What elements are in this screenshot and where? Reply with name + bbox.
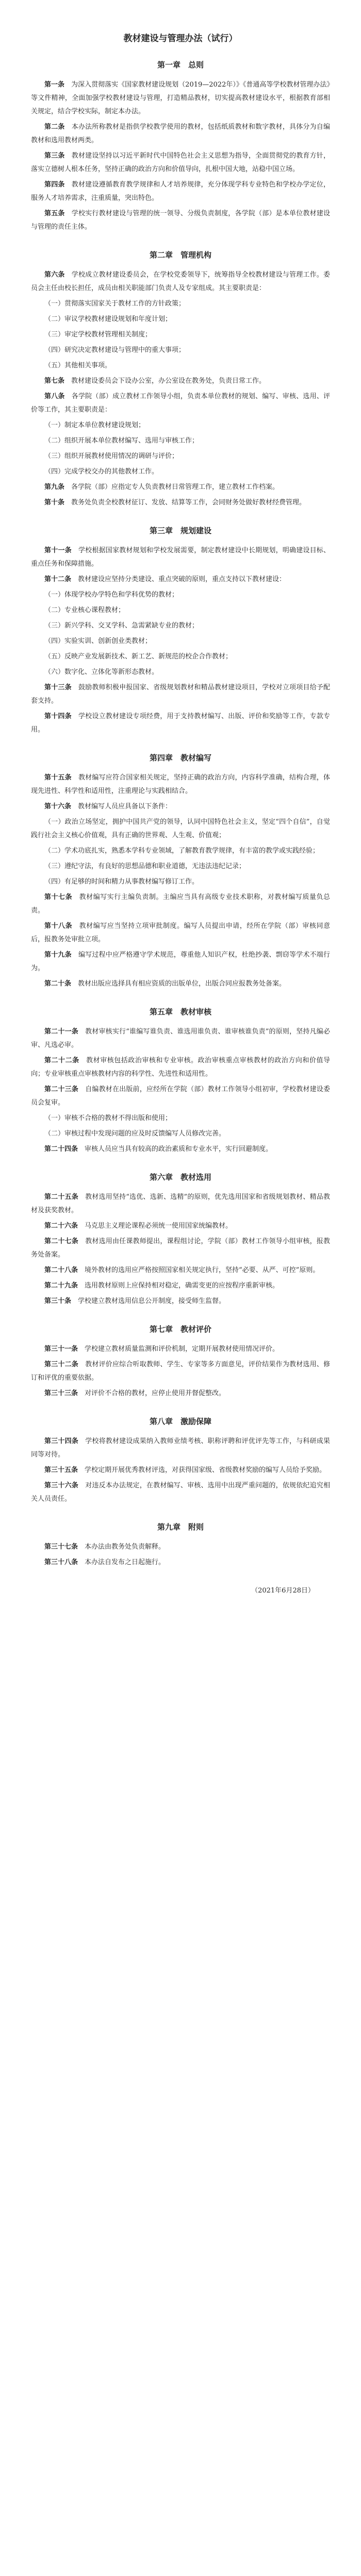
article-number: 第一条	[44, 81, 65, 89]
article-paragraph	[31, 375, 330, 388]
article-text: 教材选用由任课教师提出，课程组讨论，学院（部）教材工作领导小组审核，报教务处备案。	[31, 1238, 330, 1259]
article-text: （四）研究决定教材建设与管理中的重大事项；	[44, 346, 186, 354]
article-paragraph	[31, 178, 330, 205]
article-text: （三）审定学校教材管理相关制度；	[44, 331, 152, 338]
article-number: 第二十六条	[44, 1222, 78, 1230]
article-paragraph	[31, 544, 330, 571]
article-text: 对违反本办法规定，在教材编写、审核、选用中出现严重问题的，依规依纪追究相关人员责任。	[31, 1482, 330, 1503]
article-text: 教材审核包括政治审核和专业审核。政治审核重点审核教材的政治方向和价值导向；专业审核重点审核教材内容的科学性、先进性和适用性。	[31, 1057, 330, 1078]
article-number: 第二十一条	[44, 1028, 78, 1036]
article-paragraph	[31, 328, 330, 342]
article-number: 第二十九条	[44, 1282, 78, 1290]
article-paragraph	[31, 860, 330, 873]
article-paragraph	[31, 390, 330, 417]
article-number: 第三十条	[44, 1297, 72, 1305]
article-text: 教材建设委员会下设办公室，办公室设在教务处，负责日常工作。	[71, 377, 266, 385]
article-paragraph	[31, 948, 330, 975]
article-number: 第四条	[44, 181, 65, 189]
article-paragraph	[31, 434, 330, 448]
article-paragraph	[31, 710, 330, 737]
article-paragraph	[31, 844, 330, 858]
article-text: （二）审议学校教材建设规划和年度计划；	[44, 315, 172, 323]
article-number: 第二十三条	[44, 1086, 78, 1093]
chapter-heading: 第四章 教材编写	[149, 753, 211, 762]
article-text: （二）专业核心课程教材；	[44, 606, 125, 614]
article-text: 为深入贯彻落实《国家教材建设规划（2019—2022年）》《普通高等学校教材管理办法》等文件精神，全面加强学校教材建设与管理，打造精品教材，切实提高教材建设水平，根据教育部相关规定，结合学校实际，制定本办法。	[31, 81, 330, 115]
article-text: 学校设立教材建设专项经费，用于支持教材编写、出版、评价和奖励等工作，专款专用。	[31, 713, 330, 734]
article-paragraph	[31, 78, 330, 118]
article-text: 马克思主义理论课程必须统一使用国家统编教材。	[85, 1222, 233, 1230]
article-text: （三）组织开展教材使用情况的调研与评价；	[44, 452, 179, 460]
article-number: 第二十八条	[44, 1266, 78, 1274]
article-text: 境外教材的选用应严格按照国家相关规定执行，坚持“必要、从严、可控”原则。	[85, 1266, 320, 1274]
article-paragraph	[31, 619, 330, 633]
article-number: 第三十四条	[44, 1437, 78, 1445]
article-text: 学校建立教材质量监测和评价机制，定期开展教材使用情况评价。	[85, 1345, 280, 1353]
article-text: 教材建设坚持以习近平新时代中国特色社会主义思想为指导，全面贯彻党的教育方针，落实立德树人根本任务，坚持正确的政治方向和价值导向，扎根中国大地，站稳中国立场。	[31, 152, 330, 173]
article-number: 第二十条	[44, 980, 72, 988]
chapter-heading: 第六章 教材选用	[149, 1173, 211, 1182]
article-text: 本办法自发布之日起施行。	[85, 1558, 166, 1566]
article-number: 第三十一条	[44, 1345, 78, 1353]
article-text: （四）完成学校交办的其他教材工作。	[44, 468, 159, 476]
article-text: 各学院（部）成立教材工作领导小组，负责本单位教材的规划、编写、审核、选用、评价等工作，其主要职责是：	[31, 393, 330, 414]
article-number: 第十六条	[44, 803, 72, 810]
article-paragraph	[31, 1143, 330, 1156]
article-text: 教材编写应符合国家相关规定，坚持正确的政治方向，内容科学准确，结构合理，体现先进性、科学性和适用性，注重理论与实践相结合。	[31, 774, 330, 795]
article-text: 教材选用坚持“选优、选新、选精”的原则，优先选用国家和省级规划教材、精品教材及获奖教材。	[31, 1193, 330, 1214]
article-text: （五）反映产业发展新技术、新工艺、新规范的校企合作教材；	[44, 653, 233, 660]
article-text: （四）实验实训、创新创业类教材；	[44, 637, 152, 645]
article-number: 第六条	[44, 271, 65, 279]
article-text: 对评价不合格的教材，应停止使用并督促整改。	[85, 1389, 226, 1397]
article-text: 学校实行教材建设与管理的统一领导、分级负责制度，各学院（部）是本单位教材建设与管理的责任主体。	[31, 210, 330, 231]
article-paragraph	[31, 1083, 330, 1110]
article-paragraph	[31, 313, 330, 326]
article-number: 第三条	[44, 152, 65, 160]
article-paragraph	[31, 1279, 330, 1293]
article-text: 学校定期开展优秀教材评选，对获得国家级、省级教材奖励的编写人员给予奖励。	[85, 1466, 326, 1474]
article-number: 第十四条	[44, 713, 72, 720]
article-text: （二）学术功底扎实，熟悉本学科专业领域，了解教育教学规律，有丰富的教学或实践经验；	[44, 847, 320, 855]
article-text: （二）审核过程中发现问题的应及时反馈编写人员修改完善。	[44, 1130, 226, 1138]
article-text: （五）其他相关事项。	[44, 362, 112, 369]
article-paragraph	[31, 1112, 330, 1125]
article-paragraph	[31, 1556, 330, 1569]
article-number: 第五条	[44, 210, 65, 217]
regulation-title: 教材建设与管理办法（试行）	[123, 33, 238, 44]
article-paragraph	[31, 800, 330, 814]
article-paragraph	[31, 149, 330, 176]
article-number: 第三十六条	[44, 1482, 78, 1489]
article-paragraph	[31, 604, 330, 617]
regulation-end-date: （2021年6月28日）	[251, 1587, 315, 1595]
article-paragraph	[31, 1191, 330, 1217]
article-number: 第十五条	[44, 774, 72, 782]
article-number: 第二条	[44, 123, 65, 131]
article-paragraph	[31, 920, 330, 946]
article-number: 第二十四条	[44, 1145, 78, 1153]
article-text: 教材出版应选择具有相应资质的出版单位，出版合同应报教务处备案。	[78, 980, 286, 988]
article-paragraph	[31, 666, 330, 679]
article-text: 教材编写人员应具备以下条件：	[78, 803, 172, 810]
article-number: 第九条	[44, 483, 65, 491]
article-number: 第二十七条	[44, 1238, 78, 1245]
article-paragraph	[31, 573, 330, 586]
article-number: 第十九条	[44, 951, 72, 959]
article-paragraph	[31, 1054, 330, 1081]
article-text: 教材建设应坚持分类建设、重点突破的原则，重点支持以下教材建设：	[78, 575, 286, 583]
article-text: （一）制定本单位教材建设规划；	[44, 421, 145, 429]
article-number: 第七条	[44, 377, 65, 385]
chapter-heading: 第七章 教材评价	[149, 1325, 211, 1334]
article-text: 审核人员应当具有较高的政治素质和专业水平，实行回避制度。	[85, 1145, 273, 1153]
article-number: 第十七条	[44, 893, 73, 901]
article-text: 各学院（部）应指定专人负责教材日常管理工作，建立教材工作档案。	[71, 483, 280, 491]
article-number: 第十三条	[44, 684, 72, 691]
article-number: 第二十五条	[44, 1193, 78, 1201]
chapter-heading: 第二章 管理机构	[149, 250, 211, 260]
article-paragraph	[31, 1235, 330, 1262]
article-text: 编写过程中应严格遵守学术规范，尊重他人知识产权，杜绝抄袭、剽窃等学术不端行为。	[31, 951, 330, 972]
article-text: 本办法所称教材是指供学校教学使用的教材，包括纸质教材和数字教材，具体分为自编教材和选用教材两类。	[31, 123, 330, 144]
article-number: 第十条	[44, 499, 65, 506]
article-text: （一）贯彻落实国家关于教材工作的方针政策；	[44, 300, 186, 308]
article-text: 本办法由教务处负责解释。	[85, 1543, 166, 1551]
article-paragraph	[31, 207, 330, 234]
article-paragraph	[31, 1387, 330, 1400]
article-paragraph	[31, 450, 330, 463]
article-paragraph	[31, 1435, 330, 1462]
article-paragraph	[31, 891, 330, 918]
article-text: 学校成立教材建设委员会，在学校党委领导下，统筹指导全校教材建设与管理工作。委员会主任由校长担任，成员由相关职能部门负责人及专家组成。其主要职责是：	[31, 271, 330, 292]
article-paragraph	[31, 1540, 330, 1554]
article-text: （六）数字化、立体化等新形态教材。	[44, 668, 159, 676]
article-paragraph	[31, 1295, 330, 1308]
article-paragraph	[31, 1264, 330, 1277]
article-paragraph	[31, 771, 330, 798]
article-paragraph	[31, 635, 330, 648]
chapter-heading: 第八章 激励保障	[149, 1417, 211, 1426]
article-paragraph	[31, 681, 330, 708]
article-paragraph	[31, 1025, 330, 1052]
article-paragraph	[31, 344, 330, 357]
chapter-heading: 第九章 附则	[157, 1522, 204, 1532]
article-text: （一）审核不合格的教材不得出版和使用；	[44, 1114, 172, 1122]
article-paragraph	[31, 496, 330, 510]
chapter-heading: 第一章 总则	[157, 60, 204, 70]
article-paragraph	[31, 465, 330, 479]
article-number: 第八条	[44, 393, 65, 400]
article-text: 教务处负责全校教材征订、发放、结算等工作，会同财务处做好教材经费管理。	[71, 499, 306, 506]
article-number: 第三十三条	[44, 1389, 78, 1397]
article-paragraph	[31, 588, 330, 602]
article-text: （三）新兴学科、交叉学科、急需紧缺专业的教材；	[44, 622, 199, 630]
article-text: 学校建立教材选用信息公开制度，接受师生监督。	[78, 1297, 226, 1305]
article-number: 第二十二条	[44, 1057, 79, 1064]
article-paragraph	[31, 1358, 330, 1385]
article-paragraph	[31, 268, 330, 295]
article-number: 第十二条	[44, 575, 72, 583]
chapter-heading: 第五章 教材审核	[149, 1007, 211, 1016]
article-text: （一）政治立场坚定，拥护中国共产党的领导，认同中国特色社会主义，坚定“四个自信”，自觉践行社会主义核心价值观，具有正确的世界观、人生观、价值观；	[31, 818, 330, 839]
article-text: 学校根据国家教材规划和学校发展需要，制定教材建设中长期规划，明确建设目标、重点任务和保障措施。	[31, 547, 330, 568]
article-paragraph	[31, 875, 330, 889]
chapter-heading: 第三章 规划建设	[149, 526, 211, 535]
article-number: 第十八条	[44, 922, 73, 930]
article-text: （三）遵纪守法，有良好的思想品德和职业道德，无违法违纪记录；	[44, 862, 246, 870]
article-paragraph	[31, 297, 330, 311]
article-text: （二）组织开展本单位教材编写、选用与审核工作；	[44, 437, 199, 445]
article-paragraph	[31, 1343, 330, 1356]
article-text: （四）有足够的时间和精力从事教材编写修订工作。	[44, 878, 199, 886]
article-paragraph	[31, 1464, 330, 1477]
article-text: 教材建设遵循教育教学规律和人才培养规律，充分体现学科专业特色和学校办学定位，服务人才培养需求，注重质量，突出特色。	[31, 181, 330, 202]
article-text: 鼓励教师积极申报国家、省级规划教材和精品教材建设项目，学校对立项项目给予配套支持。	[31, 684, 330, 705]
document-page	[0, 31, 361, 1595]
article-paragraph	[31, 977, 330, 991]
article-number: 第三十七条	[44, 1543, 78, 1551]
article-number: 第三十二条	[44, 1361, 78, 1368]
article-paragraph	[31, 1127, 330, 1141]
article-text: 教材评价应综合听取教师、学生、专家等多方面意见，评价结果作为教材选用、修订和评优的重要依据。	[31, 1361, 330, 1382]
article-paragraph	[31, 1479, 330, 1506]
article-text: 教材审核实行“谁编写谁负责、谁选用谁负责、谁审核谁负责”的原则，坚持凡编必审、凡选必审。	[31, 1028, 330, 1049]
article-text: 教材编写应当坚持立项审批制度。编写人员提出申请，经所在学院（部）审核同意后，报教务处审批立项。	[31, 922, 330, 943]
article-number: 第十一条	[44, 547, 72, 554]
article-paragraph	[31, 419, 330, 432]
article-number: 第三十八条	[44, 1558, 78, 1566]
article-text: 选用教材原则上应保持相对稳定，确需变更的应按程序重新审核。	[85, 1282, 280, 1290]
article-text: （一）体现学校办学特色和学科优势的教材；	[44, 591, 179, 599]
article-paragraph	[31, 359, 330, 372]
article-paragraph	[31, 650, 330, 664]
article-paragraph	[31, 121, 330, 147]
article-number: 第三十五条	[44, 1466, 78, 1474]
article-paragraph	[31, 816, 330, 842]
article-text: 教材编写实行主编负责制。主编应当具有高级专业技术职称，对教材编写质量负总责。	[31, 893, 330, 914]
article-text: 学校将教材建设成果纳入教师业绩考核、职称评聘和评优评先等工作，与科研成果同等对待。	[31, 1437, 330, 1459]
article-text: 自编教材在出版前，应经所在学院（部）教材工作领导小组初审，学校教材建设委员会复审。	[31, 1086, 330, 1107]
article-paragraph	[31, 481, 330, 494]
article-paragraph	[31, 1219, 330, 1233]
